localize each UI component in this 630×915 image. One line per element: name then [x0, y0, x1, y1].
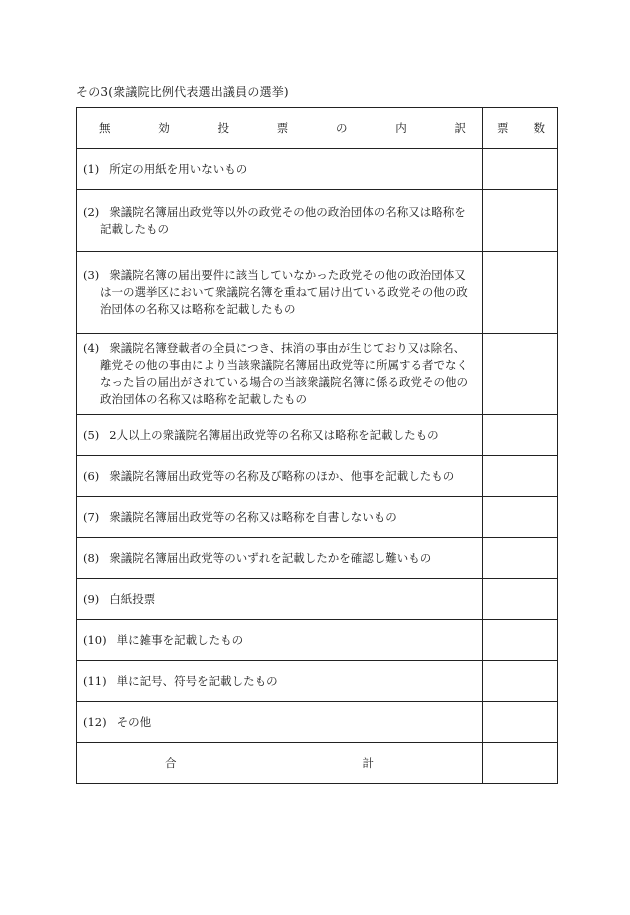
table-row — [77, 252, 558, 334]
row-text: 衆議院名簿届出政党等の名称及び略称のほか、他事を記載したもの — [109, 468, 455, 483]
row-number: (11) — [83, 673, 107, 688]
row-text: 衆議院名簿届出政党等以外の政党その他の政治団体の名称又は略称を記載したもの — [100, 204, 466, 236]
table-row — [77, 538, 558, 579]
total-label-cell — [77, 743, 483, 784]
table-row — [77, 149, 558, 190]
row-count-cell[interactable] — [483, 252, 558, 334]
row-count-cell[interactable] — [483, 579, 558, 620]
row-text: 衆議院名簿届出政党等の名称又は略称を自書しないもの — [109, 509, 397, 524]
total-count-cell[interactable] — [483, 743, 558, 784]
table-row — [77, 579, 558, 620]
row-count-cell[interactable] — [483, 538, 558, 579]
row-content-cell — [77, 415, 483, 456]
row-content-cell — [77, 456, 483, 497]
table-row — [77, 415, 558, 456]
table-row — [77, 661, 558, 702]
row-count-cell[interactable] — [483, 190, 558, 252]
row-number: (3) — [83, 268, 100, 282]
row-number: (10) — [83, 632, 107, 647]
table-row — [77, 190, 558, 252]
row-number: (9) — [83, 591, 100, 606]
table-row — [77, 334, 558, 415]
row-count-cell[interactable] — [483, 456, 558, 497]
table-row — [77, 497, 558, 538]
header-content-cell — [77, 108, 483, 149]
row-content-cell — [77, 620, 483, 661]
row-text: 所定の用紙を用いないもの — [109, 161, 248, 176]
row-content-cell — [77, 497, 483, 538]
row-content-cell — [77, 579, 483, 620]
row-number: (7) — [83, 509, 100, 524]
row-number: (4) — [83, 341, 100, 355]
row-number: (1) — [83, 161, 100, 176]
row-text: 衆議院名簿登載者の全員につき、抹消の事由が生じており又は除名、離党その他の事由により当該衆議院名簿届出政党等に所属する者でなくなった旨の届出がされている場合の当該衆議院名簿に係る政党その他の政治団体の名称又は略称を記載したもの — [100, 341, 468, 406]
row-content-cell — [77, 702, 483, 743]
row-number: (8) — [83, 550, 100, 565]
row-text: 単に雑事を記載したもの — [116, 632, 244, 647]
row-count-cell[interactable] — [483, 497, 558, 538]
document-title: その3(衆議院比例代表選出議員の選挙) — [76, 85, 289, 99]
table-row — [77, 620, 558, 661]
row-count-cell[interactable] — [483, 149, 558, 190]
row-text: その他 — [116, 714, 152, 729]
row-content-cell — [77, 190, 483, 252]
row-text: 単に記号、符号を記載したもの — [116, 673, 278, 688]
header-content-label: 無 効 投 票 の 内 訳 — [99, 120, 466, 135]
row-content-cell — [77, 538, 483, 579]
row-text: 2人以上の衆議院名簿届出政党等の名称又は略称を記載したもの — [109, 427, 439, 442]
row-content-cell — [77, 334, 483, 415]
row-number: (12) — [83, 714, 107, 729]
row-number: (5) — [83, 427, 100, 442]
row-content-cell — [77, 252, 483, 334]
header-count-label: 票 数 — [497, 120, 545, 135]
row-count-cell[interactable] — [483, 620, 558, 661]
total-label: 合 計 — [165, 755, 374, 770]
row-count-cell[interactable] — [483, 334, 558, 415]
row-number: (2) — [83, 204, 100, 219]
row-text: 衆議院名簿届出政党等のいずれを記載したかを確認し難いもの — [109, 550, 432, 565]
row-count-cell[interactable] — [483, 702, 558, 743]
total-row — [77, 743, 558, 784]
row-text: 白紙投票 — [109, 591, 156, 606]
row-text: 衆議院名簿の届出要件に該当していなかった政党その他の政治団体又は一の選挙区において衆議院名簿を重ねて届け出ている政党その他の政治団体の名称又は略称を記載したもの — [100, 268, 468, 316]
row-number: (6) — [83, 468, 100, 483]
table-header-row — [77, 108, 558, 149]
table-row — [77, 702, 558, 743]
table-row — [77, 456, 558, 497]
row-content-cell — [77, 661, 483, 702]
row-count-cell[interactable] — [483, 415, 558, 456]
invalid-votes-table — [76, 107, 558, 784]
row-content-cell — [77, 149, 483, 190]
header-count-cell — [483, 108, 558, 149]
row-count-cell[interactable] — [483, 661, 558, 702]
